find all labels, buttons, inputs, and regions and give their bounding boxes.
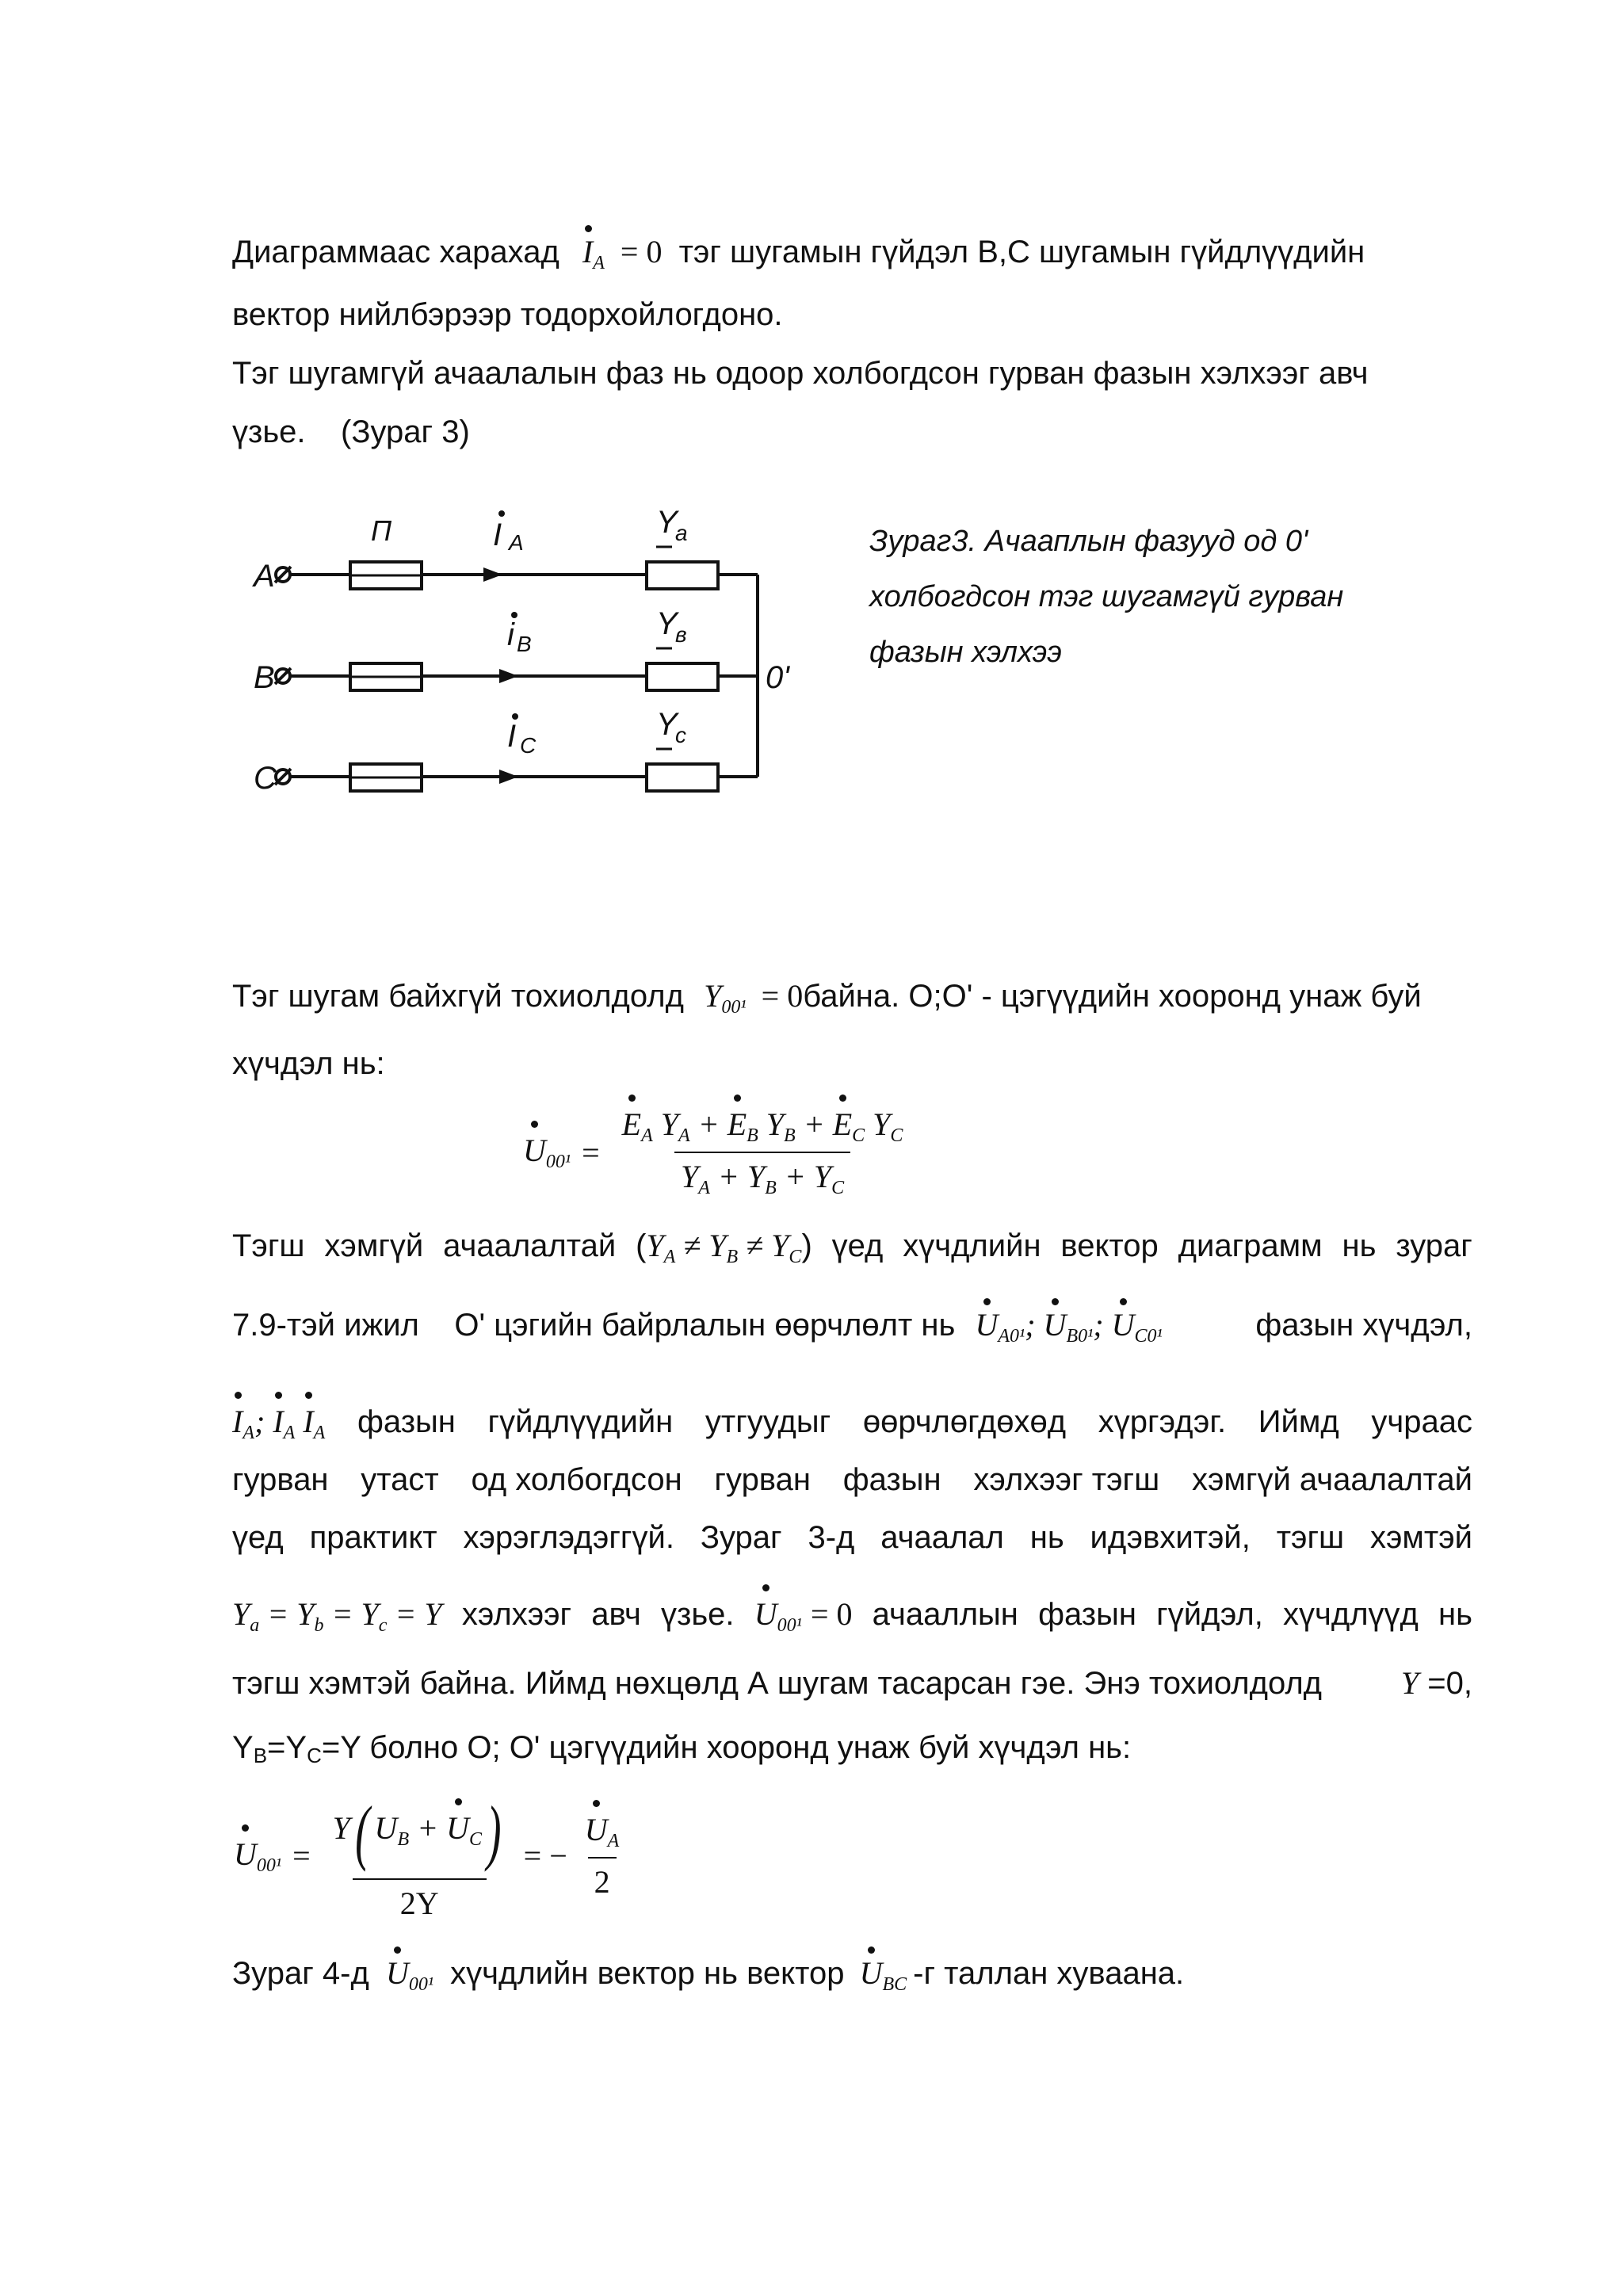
para3-line6: $Y_a = Y_b = Y_c = Y$ хэлхээг авч үзье. $U_{00^1} = 0$ ачааллын фазын гүйдэл, хүчдлүүд нь [232,1595,1472,1637]
node-label: 0' [766,660,789,695]
para3-line2-end: фазын хүчдэл, [1255,1308,1472,1343]
para3-line7: тэгш хэмтэй байна. Иймд нөхцөлд А шугам тасарсан гэе. Энэ тохиолдолд Y =0, [232,1665,1472,1701]
load-c-symbol: Y [656,707,678,742]
formula-u00-phase-a-broken: $U_{00^1}$ = Y( $U_B$ + $U_C$) 2Y = − $\frac{U_A}{2}$ [234,1791,620,1921]
para3-line8: YB=YC=Y болно О; О' цэгүүдийн хооронд унаж буй хүчдэл нь: [232,1730,1132,1767]
equality-ya-yb-yc: $Y_a = Y_b = Y_c = Y$ [232,1596,442,1636]
para1-line4: үзье. (Зураг 3) [232,415,470,449]
inequality-ya-yb-yc: $(Y_A \ne Y_B \ne Y_C)$ [636,1228,812,1267]
para3-line4: гурван утаст од холбогдсон гурван фазын хэлхээг тэгш хэмгүй ачаалалтай [232,1462,1472,1497]
terminal-b-label: B [254,660,275,695]
load-c-sub: c [675,723,686,747]
load-b-symbol: Y [656,606,678,641]
currents-ia-list: $I_A$; $I_A$ $I_A$ [232,1403,325,1444]
current-a-symbol: I [493,518,502,552]
para3-line3: $I_A$; $I_A$ $I_A$ фазын гүйдлүүдийн утгуудыг өөрчлөгдөхөд хүргэдэг. Иймд учраас [232,1403,1472,1444]
para3-line1: Тэгш хэмгүй ачаалалтай $(Y_A \ne Y_B \ne Y_C)$ үед хүчдлийн вектор диаграмм нь зураг [232,1228,1472,1267]
fuse-label: П [371,514,392,547]
para1-line1: Диаграммаас харахад $I_A = 0$ тэг шугамын гүйдэл В,С шугамын гүйдлүүдийн [232,236,1365,273]
para3-line2: 7.9-тэй ижил О' цэгийн байрлалын өөрчлөлт нь $U_{A0^1}$; $U_{B0^1}$; $U_{C0^1}$ [232,1309,1163,1346]
current-c-symbol: I [507,719,517,754]
para1-line3: Тэг шугамгүй ачаалалын фаз нь одоор холбогдсон гурван фазын хэлхээг авч [232,356,1369,391]
current-b-symbol: i [507,617,514,652]
load-a-symbol: Y [656,505,678,540]
formula1-numerator: $E_A$ $Y_A$ + $E_B$ $Y_B$ + $E_C$ $Y_C$ [616,1106,910,1152]
terminal-c-label: C [254,761,277,796]
para2-line2: хүчдэл нь: [232,1046,385,1081]
current-c-sub: C [520,733,537,758]
terminal-a-label: A [254,559,275,594]
current-b-sub: B [517,632,532,656]
para3-line5: үед практикт хэрэглэдэггүй. Зураг 3-д ачаалал нь идэвхитэй, тэгш хэмтэй [232,1520,1472,1555]
load-b-sub: в [675,622,687,647]
math-i-a: $I_A$ [582,234,613,269]
para2-line1: Тэг шугам байхгүй тохиолдолд $Y_{00^1}$ = 0байна. О;О' - цэгүүдийн хооронд унаж буй [232,978,1422,1018]
current-a-sub: A [509,530,524,555]
three-phase-circuit-diagram [238,499,840,816]
formula1-denominator: $Y_A + Y_B + Y_C$ [674,1152,850,1199]
figure-caption: Зураг3. Ачааплын фазууд од 0' холбогдсон тэг шугамгүй гурван фазын хэлхээ [869,525,1344,669]
load-a-sub: a [675,521,688,545]
para4-line1: Зураг 4-д $U_{00^1}$ хүчдлийн вектор нь вектор $U_{BC}$ -г таллан хуваана. [232,1958,1184,1994]
formula-u00-general: $U_{00^1}$ = $E_A$ $Y_A$ + $E_B$ $Y_B$ + $E_C$ $Y_C$ $Y_A + Y_B + Y_C$ [523,1106,914,1199]
para1-line2: вектор нийлбэрээр тодорхойлогдоно. [232,297,783,332]
